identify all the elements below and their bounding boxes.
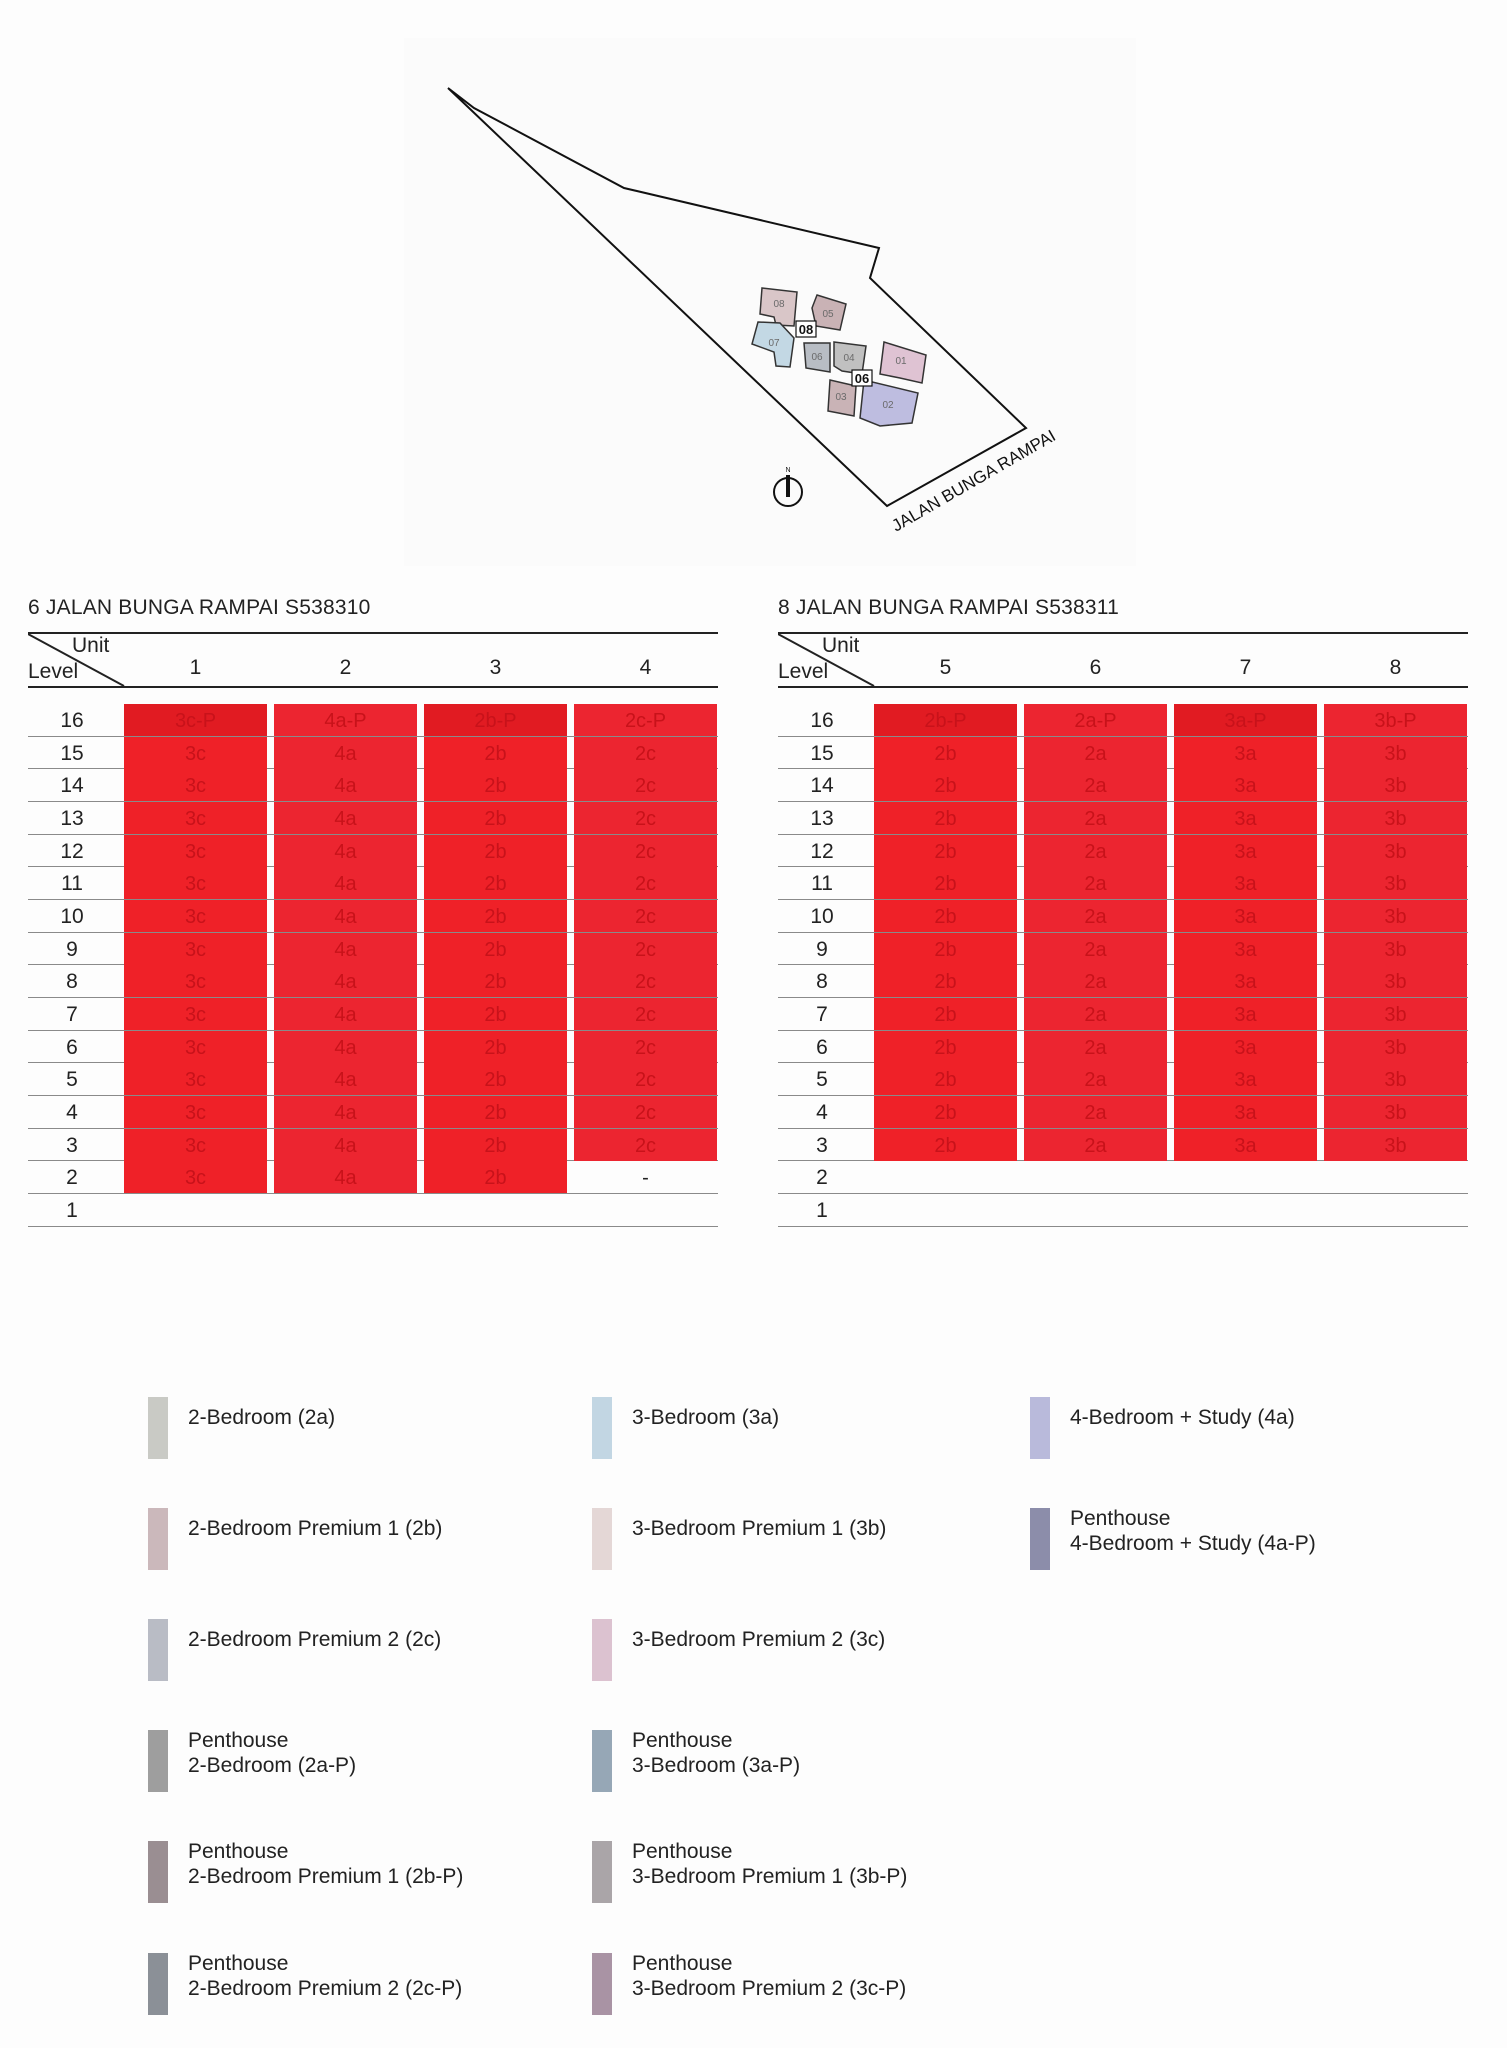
legend-label-line: Penthouse (1070, 1507, 1171, 1530)
unit-cell (1324, 1161, 1467, 1193)
unit-cell: 3a (1174, 1063, 1317, 1095)
unit-label-01: 01 (895, 356, 907, 367)
legend-label-line: 4-Bedroom + Study (4a-P) (1070, 1532, 1316, 1555)
table-row (778, 867, 1468, 900)
unit-cell: 3b (1324, 965, 1467, 997)
unit-cell (1174, 1161, 1317, 1193)
table-row (28, 965, 718, 998)
unit-cell (274, 1194, 417, 1226)
unit-cell: 3a (1174, 867, 1317, 899)
level-number: 4 (66, 1100, 78, 1124)
unit-cell: 2c (574, 1096, 717, 1128)
legend-label (188, 1627, 441, 1652)
table-row (28, 1096, 718, 1129)
table-row (28, 1031, 718, 1064)
legend-label (188, 1951, 462, 2001)
unit-cell: 2c (574, 835, 717, 867)
north-arrow-icon (774, 467, 802, 506)
road-label: JALAN BUNGA RAMPAI (888, 426, 1059, 536)
table-row (778, 1161, 1468, 1194)
level-number: 1 (816, 1198, 828, 1222)
unit-cell: 4a (274, 769, 417, 801)
unit-cell: 4a (274, 998, 417, 1030)
unit-label-04: 04 (843, 353, 855, 364)
unit-cell: 2c (574, 737, 717, 769)
unit-table-8 (778, 632, 1468, 1222)
unit-cell: 2a (1024, 900, 1167, 932)
unit-cell: 3b (1324, 769, 1467, 801)
column-header: 1 (189, 656, 202, 679)
unit-cell: 2a-P (1024, 704, 1167, 736)
unit-cell: 2b (874, 998, 1017, 1030)
unit-cell: 3c (124, 802, 267, 834)
legend-swatch (592, 1397, 612, 1459)
unit-cell: 2b (874, 835, 1017, 867)
unit-cell: 4a (274, 1161, 417, 1193)
legend-label (632, 1627, 885, 1652)
unit-cell: 2c (574, 1063, 717, 1095)
unit-label-08: 08 (773, 299, 785, 310)
unit-cell: 3a (1174, 998, 1317, 1030)
legend-label (188, 1839, 463, 1889)
unit-cell: 3a (1174, 965, 1317, 997)
legend-label (188, 1728, 356, 1778)
level-number: 4 (816, 1100, 828, 1124)
table-row (778, 802, 1468, 835)
unit-cell: 2b (424, 933, 567, 965)
legend-label-line: 3-Bedroom Premium 2 (3c-P) (632, 1977, 907, 2000)
unit-cell: 2a (1024, 1129, 1167, 1161)
legend-label (188, 1516, 442, 1541)
legend-label (632, 1516, 886, 1541)
legend-label-line: 2-Bedroom Premium 1 (2b) (188, 1517, 443, 1540)
unit-cell: 3c (124, 737, 267, 769)
unit-cell: 2c (574, 769, 717, 801)
unit-cell (124, 1194, 267, 1226)
column-header: 6 (1089, 656, 1102, 679)
table-row (778, 1096, 1468, 1129)
legend-label-line: Penthouse (632, 1952, 733, 1975)
level-number: 14 (60, 774, 84, 798)
unit-cell: 3a (1174, 933, 1317, 965)
legend-label-line: 2-Bedroom Premium 1 (2b-P) (188, 1865, 464, 1888)
legend-label-line: Penthouse (632, 1840, 733, 1863)
unit-cell: 2b (874, 769, 1017, 801)
legend-label (632, 1951, 906, 2001)
site-plan (404, 38, 1136, 566)
legend-label-line: 3-Bedroom (3a-P) (632, 1754, 801, 1777)
level-number: 8 (816, 970, 828, 994)
unit-header-label: Unit (72, 634, 110, 657)
unit-cell: 2b (874, 1031, 1017, 1063)
table-row (28, 737, 718, 770)
unit-cell: 2b-P (874, 704, 1017, 736)
table-row (28, 704, 718, 737)
unit-cell: 4a-P (274, 704, 417, 736)
unit-cell: 3c (124, 835, 267, 867)
unit-cell: 2b (424, 737, 567, 769)
column-header: 7 (1239, 656, 1252, 679)
legend-swatch (148, 1397, 168, 1459)
legend-label (632, 1839, 907, 1889)
legend-swatch (592, 1619, 612, 1681)
unit-cell: 3b-P (1324, 704, 1467, 736)
legend-swatch (592, 1953, 612, 2015)
unit-cell (874, 1161, 1017, 1193)
legend-label-line: 3-Bedroom Premium 2 (3c) (632, 1628, 886, 1651)
unit-cell: 2b (424, 1031, 567, 1063)
table-row (28, 802, 718, 835)
unit-cell: 3b (1324, 835, 1467, 867)
unit-cell: 2c-P (574, 704, 717, 736)
table-row (778, 769, 1468, 802)
legend-swatch (148, 1508, 168, 1570)
table-header (28, 632, 718, 688)
unit-cell: 3c (124, 1096, 267, 1128)
level-number: 12 (60, 839, 84, 863)
unit-cell: 2b (424, 1129, 567, 1161)
table-row (778, 900, 1468, 933)
legend-label (188, 1405, 335, 1430)
unit-cell (874, 1194, 1017, 1226)
column-header: 5 (939, 656, 952, 679)
unit-cell: 2a (1024, 933, 1167, 965)
legend-label (1070, 1506, 1316, 1556)
unit-cell: 3c (124, 998, 267, 1030)
unit-label-05: 05 (822, 309, 834, 320)
legend-swatch (148, 1953, 168, 2015)
unit-cell: 2c (574, 900, 717, 932)
unit-type-legend (148, 1397, 1398, 2017)
site-boundary (448, 88, 1026, 506)
unit-cell: 3a (1174, 835, 1317, 867)
unit-cell: 2b (424, 1096, 567, 1128)
legend-swatch (148, 1730, 168, 1792)
level-number: 14 (810, 774, 834, 798)
table-row (778, 704, 1468, 737)
level-number: 11 (811, 872, 833, 896)
table-row (778, 1129, 1468, 1162)
unit-cell: 2b (874, 867, 1017, 899)
unit-cell (1024, 1194, 1167, 1226)
table-row (778, 998, 1468, 1031)
table-rows (28, 704, 718, 1227)
unit-cell: 3b (1324, 802, 1467, 834)
legend-swatch (148, 1841, 168, 1903)
legend-label-line: 2-Bedroom Premium 2 (2c-P) (188, 1977, 463, 2000)
unit-cell: 4a (274, 1096, 417, 1128)
level-number: 13 (810, 806, 834, 830)
unit-cell: 2a (1024, 802, 1167, 834)
table-row (28, 998, 718, 1031)
unit-header-label: Unit (822, 634, 860, 657)
table-rows (778, 704, 1468, 1227)
level-number: 16 (810, 709, 834, 732)
unit-cell: 3c (124, 1063, 267, 1095)
unit-cell: 2b (424, 900, 567, 932)
table-row (778, 933, 1468, 966)
table-row (28, 769, 718, 802)
unit-cell: 4a (274, 1063, 417, 1095)
table-row (28, 1063, 718, 1096)
level-number: 15 (810, 741, 834, 765)
unit-cell: 2a (1024, 965, 1167, 997)
unit-cell: 4a (274, 900, 417, 932)
unit-cell: 2c (574, 965, 717, 997)
unit-cell: 2b (424, 998, 567, 1030)
unit-cell: 4a (274, 1031, 417, 1063)
unit-cell: 4a (274, 1129, 417, 1161)
column-header: 2 (339, 656, 352, 679)
unit-cell: 4a (274, 802, 417, 834)
unit-cell: 3b (1324, 1096, 1467, 1128)
unit-cell: 3a (1174, 769, 1317, 801)
unit-cell: 2a (1024, 1063, 1167, 1095)
unit-cell: 3c (124, 867, 267, 899)
legend-swatch (592, 1730, 612, 1792)
legend-label-line: Penthouse (188, 1729, 289, 1752)
unit-cell: 2b (874, 965, 1017, 997)
unit-cell: 2c (574, 867, 717, 899)
legend-label-line: 2-Bedroom Premium 2 (2c) (188, 1628, 442, 1651)
unit-cell: 4a (274, 867, 417, 899)
unit-cell (574, 1194, 717, 1226)
unit-cell: 4a (274, 835, 417, 867)
unit-cell: 3c-P (124, 704, 267, 736)
unit-cell: - (642, 1167, 649, 1190)
unit-cell: 2b (874, 802, 1017, 834)
table-row (778, 1031, 1468, 1064)
unit-cell: 3b (1324, 933, 1467, 965)
level-number: 3 (66, 1133, 78, 1157)
legend-label-line: Penthouse (188, 1840, 289, 1863)
unit-cell (1024, 1161, 1167, 1193)
table-row (778, 965, 1468, 998)
legend-label-line: 3-Bedroom Premium 1 (3b) (632, 1517, 887, 1540)
column-header: 3 (489, 656, 502, 679)
unit-cell: 3c (124, 965, 267, 997)
legend-label-line: 3-Bedroom Premium 1 (3b-P) (632, 1865, 908, 1888)
table-row (28, 1194, 718, 1227)
table-row (778, 1063, 1468, 1096)
unit-cell (1174, 1194, 1317, 1226)
level-number: 3 (816, 1133, 828, 1157)
block-number-06: 06 (854, 371, 870, 386)
unit-cell: 4a (274, 737, 417, 769)
unit-cell: 3b (1324, 867, 1467, 899)
unit-cell: 3a (1174, 1129, 1317, 1161)
level-number: 10 (60, 904, 84, 928)
legend-label (632, 1405, 779, 1430)
unit-cell: 2a (1024, 1096, 1167, 1128)
level-number: 16 (60, 709, 84, 732)
unit-cell: 2b (874, 737, 1017, 769)
level-number: 6 (66, 1035, 78, 1059)
unit-cell: 3c (124, 1161, 267, 1193)
legend-label-line: 2-Bedroom (2a-P) (188, 1754, 357, 1777)
unit-cell: 3b (1324, 1129, 1467, 1161)
unit-label-07: 07 (768, 338, 780, 349)
unit-cell: 3c (124, 933, 267, 965)
unit-cell: 2b (874, 1129, 1017, 1161)
unit-cell: 3b (1324, 900, 1467, 932)
level-number: 10 (810, 904, 834, 928)
column-header: 4 (639, 656, 652, 679)
unit-cell: 2a (1024, 1031, 1167, 1063)
level-number: 1 (66, 1198, 78, 1222)
unit-cell: 2c (574, 1129, 717, 1161)
unit-cell: 3a-P (1174, 704, 1317, 736)
legend-swatch (148, 1619, 168, 1681)
unit-cell: 3b (1324, 737, 1467, 769)
level-number: 5 (66, 1068, 78, 1092)
level-number: 9 (816, 937, 828, 961)
unit-cell: 3a (1174, 1096, 1317, 1128)
unit-cell: 3a (1174, 737, 1317, 769)
block-title-6: 6 JALAN BUNGA RAMPAI S538310 (28, 596, 371, 619)
level-number: 9 (66, 937, 78, 961)
unit-cell: 2a (1024, 769, 1167, 801)
unit-cell: 2b (874, 933, 1017, 965)
table-row (28, 1129, 718, 1162)
unit-cell: 3c (124, 769, 267, 801)
unit-cell: 2b (874, 900, 1017, 932)
table-header (778, 632, 1468, 688)
level-number: 5 (816, 1068, 828, 1092)
table-row (28, 867, 718, 900)
legend-label (1070, 1405, 1295, 1430)
unit-cell: 4a (274, 965, 417, 997)
level-number: 15 (60, 741, 84, 765)
unit-cell: 3a (1174, 900, 1317, 932)
unit-cell: 2c (574, 802, 717, 834)
unit-cell: 3b (1324, 1031, 1467, 1063)
unit-cell: 3c (124, 1129, 267, 1161)
unit-cell: 2b (874, 1063, 1017, 1095)
legend-label-line: 3-Bedroom (3a) (632, 1406, 780, 1429)
unit-label-02: 02 (882, 400, 894, 411)
unit-cell: 3c (124, 900, 267, 932)
unit-cell: 2a (1024, 737, 1167, 769)
legend-label-line: Penthouse (632, 1729, 733, 1752)
unit-cell: 2a (1024, 998, 1167, 1030)
unit-cell: 4a (274, 933, 417, 965)
legend-label (632, 1728, 800, 1778)
legend-swatch (592, 1508, 612, 1570)
level-header-label: Level (28, 660, 79, 683)
unit-cell (1324, 1194, 1467, 1226)
unit-cell: 2c (574, 998, 717, 1030)
table-row (28, 933, 718, 966)
level-number: 8 (66, 970, 78, 994)
level-number: 2 (66, 1166, 78, 1190)
level-number: 12 (810, 839, 834, 863)
level-number: 2 (816, 1166, 828, 1190)
unit-cell: 2b (424, 802, 567, 834)
unit-cell: 3a (1174, 1031, 1317, 1063)
table-row (28, 1161, 718, 1194)
unit-cell: 3a (1174, 802, 1317, 834)
table-row (28, 835, 718, 868)
legend-swatch (1030, 1397, 1050, 1459)
table-row (28, 900, 718, 933)
unit-cell: 3b (1324, 1063, 1467, 1095)
unit-cell: 3b (1324, 998, 1467, 1030)
unit-cell: 2b (424, 965, 567, 997)
level-number: 7 (66, 1002, 78, 1026)
unit-label-06: 06 (811, 352, 823, 363)
unit-cell: 2c (574, 1031, 717, 1063)
block-number-08: 08 (798, 322, 814, 337)
legend-label-line: 4-Bedroom + Study (4a) (1070, 1406, 1295, 1429)
unit-cell (424, 1194, 567, 1226)
unit-cell: 2b (424, 1063, 567, 1095)
north-label: N (785, 467, 791, 474)
unit-cell: 2a (1024, 835, 1167, 867)
legend-label-line: 2-Bedroom (2a) (188, 1406, 336, 1429)
legend-swatch (1030, 1508, 1050, 1570)
table-row (778, 1194, 1468, 1227)
legend-label-line: Penthouse (188, 1952, 289, 1975)
unit-cell: 2a (1024, 867, 1167, 899)
unit-cell: 2c (574, 933, 717, 965)
level-header-label: Level (778, 660, 829, 683)
unit-cell: 2b-P (424, 704, 567, 736)
level-number: 7 (816, 1002, 828, 1026)
unit-label-03: 03 (835, 392, 847, 403)
unit-cell: 3c (124, 1031, 267, 1063)
column-header: 8 (1389, 656, 1402, 679)
unit-cell: 2b (424, 835, 567, 867)
unit-table-6 (28, 632, 718, 1222)
unit-cell: 2b (424, 867, 567, 899)
table-row (778, 737, 1468, 770)
block-title-8: 8 JALAN BUNGA RAMPAI S538311 (778, 596, 1119, 619)
legend-swatch (592, 1841, 612, 1903)
table-row (778, 835, 1468, 868)
level-number: 6 (816, 1035, 828, 1059)
unit-cell: 2b (874, 1096, 1017, 1128)
level-number: 13 (60, 806, 84, 830)
level-number: 11 (61, 872, 83, 896)
unit-cell: 2b (424, 1161, 567, 1193)
unit-cell: 2b (424, 769, 567, 801)
